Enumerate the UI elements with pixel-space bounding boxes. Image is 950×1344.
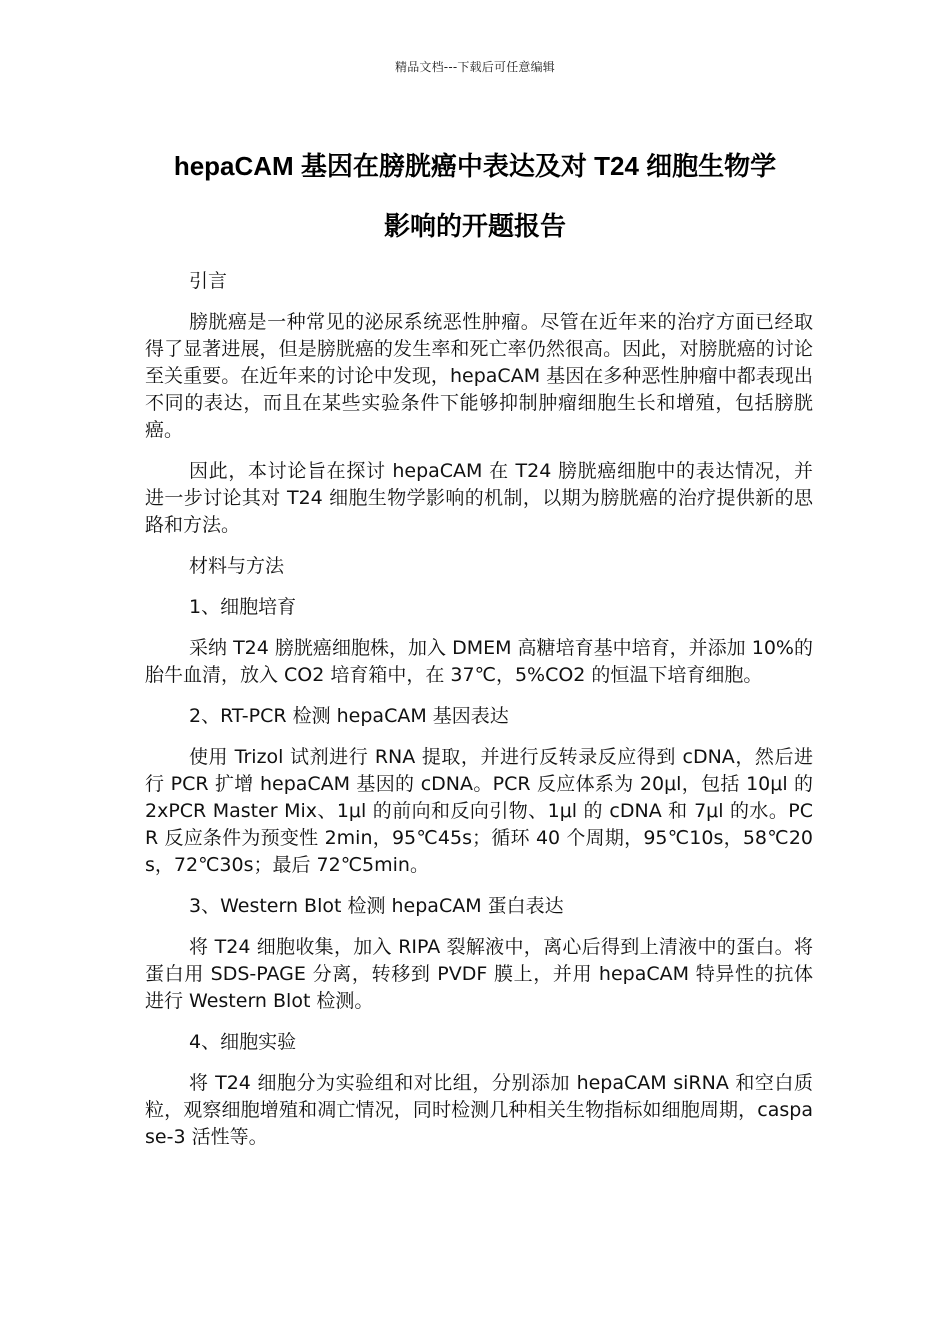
subsection-heading-rt-pcr: 2、RT-PCR 检测 hepaCAM 基因表达	[189, 705, 509, 727]
paragraph-introduction-1: 膀胱癌是一种常见的泌尿系统恶性肿瘤。尽管在近年来的治疗方面已经取得了显著进展，但是膀胱癌的发生率和死亡率仍然很高。因此，对膀胱癌的讨论至关重要。在近年来的讨论中发现，hepaCAM 基因在多种恶性肿瘤中都表现出不同的表达，而且在某些实验条件下能够抑制肿瘤细胞生长和增殖，包括膀胱癌。	[145, 311, 813, 441]
document-title-line-2: 影响的开题报告	[383, 211, 566, 241]
document-body	[145, 268, 813, 1165]
paragraph-cell-experiment: 将 T24 细胞分为实验组和对比组，分别添加 hepaCAM siRNA 和空白质粒，观察细胞增殖和凋亡情况，同时检测几种相关生物指标如细胞周期，caspase-3 活性等。	[145, 1072, 813, 1148]
subsection-heading-cell-experiment: 4、细胞实验	[189, 1031, 297, 1053]
paragraph-introduction-2: 因此，本讨论旨在探讨 hepaCAM 在 T24 膀胱癌细胞中的表达情况，并进一步讨论其对 T24 细胞生物学影响的机制，以期为膀胱癌的治疗提供新的思路和方法。	[145, 460, 813, 536]
paragraph-rt-pcr: 使用 Trizol 试剂进行 RNA 提取，并进行反转录反应得到 cDNA，然后进行 PCR 扩增 hepaCAM 基因的 cDNA。PCR 反应体系为 20μl，包括 10μl 的 2xPCR Master Mix、1μl 的前向和反向引物、1μl 的 cDNA 和 7μl 的水。PCR 反应条件为预变性 2min，95℃45s；循环 40 个周期，95℃10s，58℃20s，72℃30s；最后 72℃5min。	[145, 746, 813, 876]
subsection-heading-western-blot: 3、Western Blot 检测 hepaCAM 蛋白表达	[189, 895, 564, 917]
subsection-heading-cell-culture: 1、细胞培育	[189, 596, 297, 618]
section-heading-introduction: 引言	[189, 270, 228, 292]
paragraph-western-blot: 将 T24 细胞收集，加入 RIPA 裂解液中，离心后得到上清液中的蛋白。将蛋白用 SDS-PAGE 分离，转移到 PVDF 膜上，并用 hepaCAM 特异性的抗体进行 Western Blot 检测。	[145, 936, 813, 1012]
section-heading-methods: 材料与方法	[189, 555, 285, 577]
page-header-note: 精品文档---下载后可任意编辑	[395, 60, 555, 74]
document-title-line-1: hepaCAM 基因在膀胱癌中表达及对 T24 细胞生物学	[173, 151, 777, 181]
document-title	[0, 136, 950, 256]
paragraph-cell-culture: 采纳 T24 膀胱癌细胞株，加入 DMEM 高糖培育基中培育，并添加 10%的胎牛血清，放入 CO2 培育箱中，在 37℃，5%CO2 的恒温下培育细胞。	[145, 637, 813, 686]
